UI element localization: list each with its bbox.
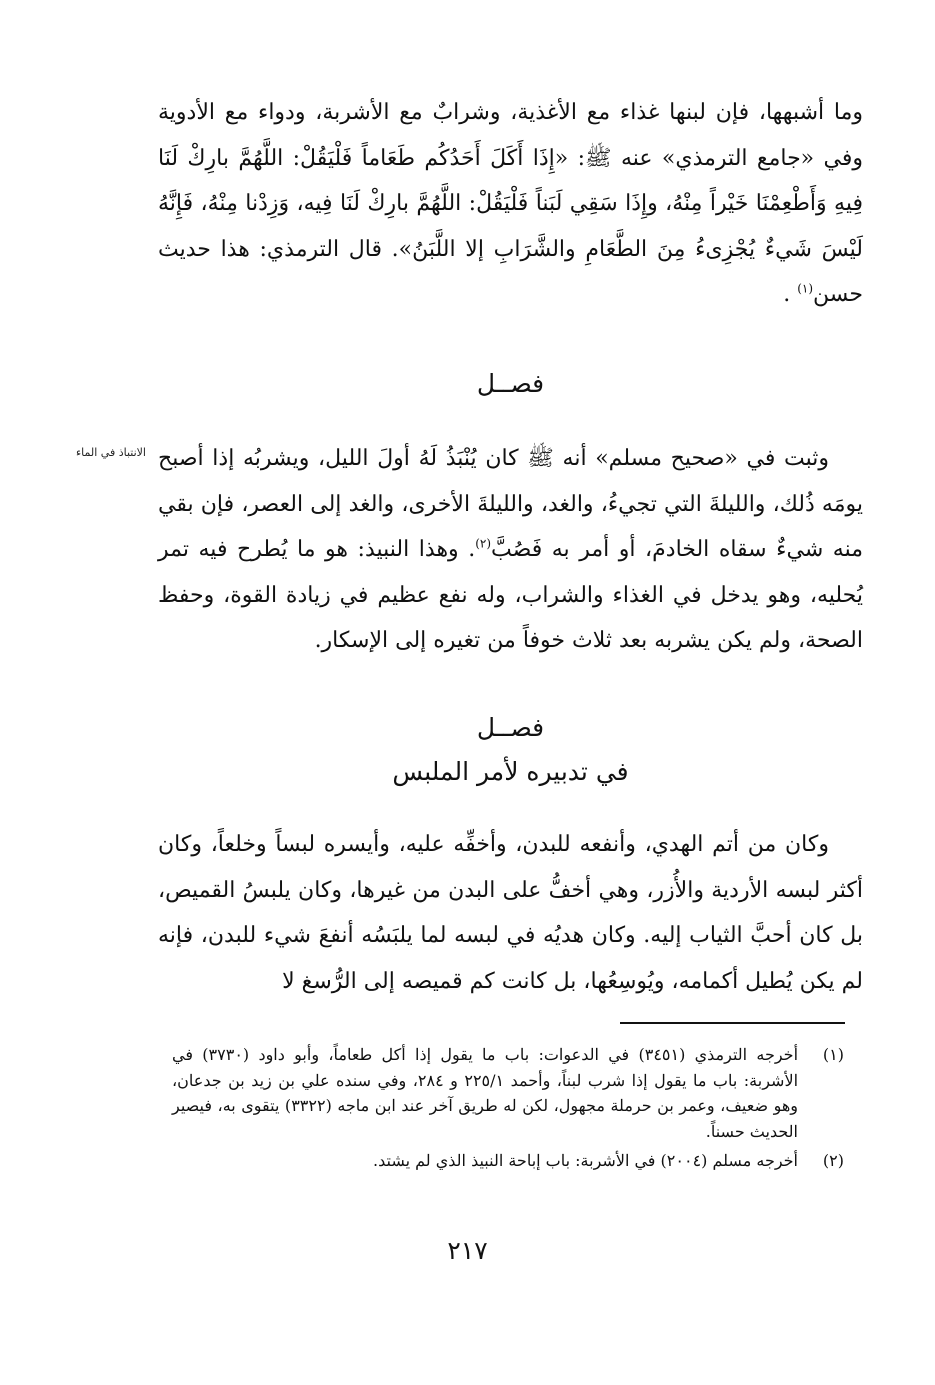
section1-paragraph: [158, 436, 863, 664]
opening-paragraph-text: وما أشبهها، فإن لبنها غذاء مع الأغذية، وشرابٌ مع الأشربة، ودواء مع الأدوية وفي «جامع الترمذي» عنه ﷺ: «إِذَا أَكَلَ أَحَدُكُم طَعَاماً فَلْيَقُلْ: اللَّهُمَّ بارِكْ لَنَا فِيهِ وَأَطْعِمْنَا خَيْراً مِنْهُ، وإِذَا سَقِي لَبَناً فَلْيَقُلْ: اللَّهُمَّ بارِكْ لَنَا فِيه، وَزِدْنا مِنْهُ، فَإِنَّهُ لَيْسَ شَيءٌ يُجْزِىءُ مِنَ الطَّعَامِ والشَّرَابِ إلا اللَّبَنُ». قال الترمذي: هذا حديث حسن: [158, 100, 863, 307]
section1-paragraph-block: [158, 436, 863, 664]
footnote-1: [172, 1042, 844, 1144]
footnote-number: (١): [822, 1045, 844, 1064]
section2-paragraph: وكان من أتم الهدي، وأنفعه للبدن، وأخفِّه عليه، وأيسره لبساً وخلعاً، وكان أكثر لبسه الأردية والأُزر، وهي أخفُّ على البدن من غيرها، وكان يلبسُ القميص، بل كان أحبَّ الثياب إليه. وكان هديُه في لبسه لما يلبَسُه أنفعَ شيء للبدن، فإنه لم يكن يُطيل أكمامه، ويُوسِعُها، بل كانت كم قميصه إلى الرُّسغ لا: [158, 832, 863, 994]
footnotes: [172, 1042, 844, 1178]
section1-paragraph-end: . وهذا النبيذ: هو ما يُطرح فيه تمر يُحليه، وهو يدخل في الغذاء والشراب، وله نفع عظيم في زيادة القوة، وحفظ الصحة، ولم يكن يشربه بعد ثلاث خوفاً من تغيره إلى الإسكار.: [158, 537, 863, 653]
opening-paragraph-end: .: [783, 282, 798, 307]
opening-paragraph: [158, 90, 863, 318]
footnote-divider: [620, 1022, 845, 1024]
footnote-reference-2: (٢): [475, 536, 492, 551]
section1-paragraph-text: وثبت في «صحيح مسلم» أنه ﷺ كان يُنْبَذُ لَهُ أولَ الليل، ويشربُه إذا أصبح يومَه ذُلك، والليلةَ التي تجيءُ، والغد، والليلةَ الأخرى، والغد إلى العصر، فإن بقي منه شيءٌ سقاه الخادمَ، أو أمر به فَصُبَّ: [158, 446, 864, 562]
section-heading-2: فصــل: [476, 713, 545, 742]
footnote-text: أخرجه مسلم (٢٠٠٤) في الأشربة: باب إباحة النبيذ الذي لم يشتد.: [373, 1151, 798, 1170]
opening-paragraph-block: [158, 90, 863, 318]
footnote-text: أخرجه الترمذي (٣٤٥١) في الدعوات: باب ما يقول إذا أكل طعاماً، وأبو داود (٣٧٣٠) في الأشربة: باب ما يقول إذا شرب لبناً، وأحمد ٢٢٥/١ و ٢٨٤، وفي سنده علي بن زيد بن جدعان، وهو ضعيف، وعمر بن حرملة مجهول، لكن له طريق آخر عند ابن ماجه (٣٣٢٢) يتقوى به، فيصير الحديث حسناً.: [172, 1045, 799, 1141]
section-heading-1: فصــل: [476, 369, 545, 398]
margin-note: الانتباذ في الماء: [76, 446, 146, 459]
footnote-number: (٢): [822, 1151, 844, 1170]
footnote-reference-1: (١): [797, 281, 814, 296]
section2-paragraph-block: [158, 822, 863, 1004]
section-subheading-2: في تدبيره لأمر الملبس: [392, 757, 629, 786]
page-number: ٢١٧: [447, 1236, 488, 1265]
footnote-2: [172, 1148, 844, 1174]
